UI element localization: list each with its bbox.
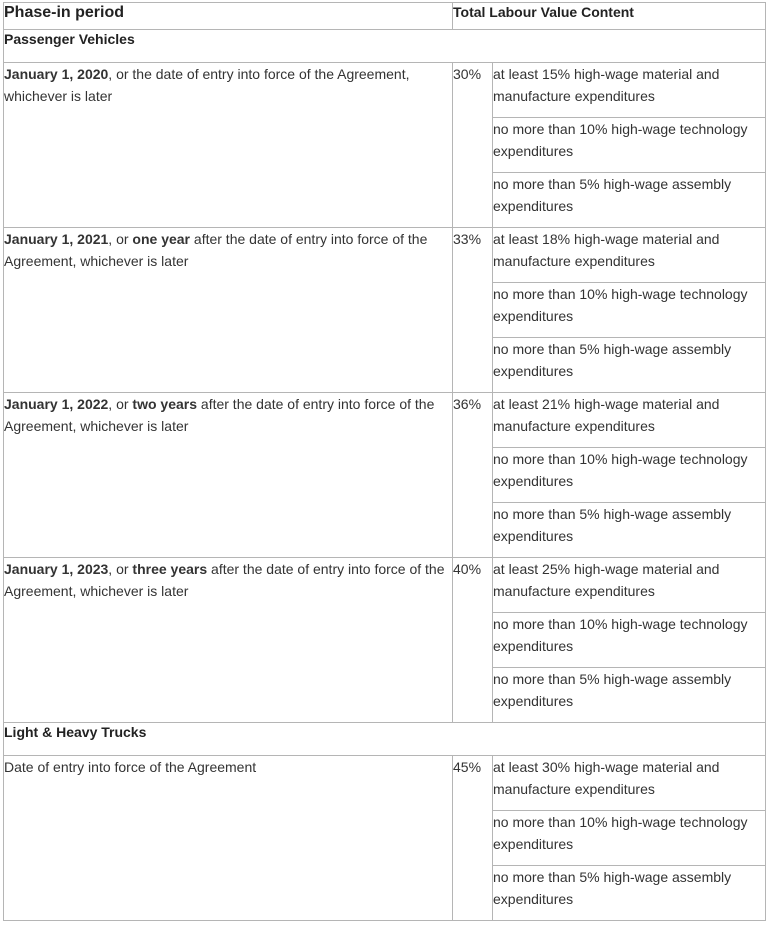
phase-term: two years [132,396,198,412]
total-lvc-percent: 40% [453,558,493,723]
requirement-cell: no more than 10% high-wage technology expenditures [493,613,766,668]
phase-text: , or the date of entry into force of the Agreement, whichever is later [4,66,410,104]
phase-term: three years [132,561,208,577]
phase-in-period-cell: Date of entry into force of the Agreement [4,756,453,921]
requirement-cell: at least 25% high-wage material and manufacture expenditures [493,558,766,613]
requirement-cell: no more than 10% high-wage technology expenditures [493,811,766,866]
requirement-cell: no more than 10% high-wage technology expenditures [493,118,766,173]
section-title-light-heavy-trucks: Light & Heavy Trucks [4,723,766,756]
phase-text: , or [108,396,133,412]
requirement-cell: no more than 5% high-wage assembly expenditures [493,338,766,393]
requirement-cell: no more than 5% high-wage assembly expenditures [493,173,766,228]
phase-date: January 1, 2023 [4,561,109,577]
phase-in-period-cell [4,393,453,558]
requirement-cell: no more than 10% high-wage technology expenditures [493,448,766,503]
phase-text: , or [108,561,133,577]
phase-text-tail: after the date of entry into force of the Agreement, whichever is later [4,396,435,434]
phase-date: January 1, 2022 [4,396,109,412]
section-title-passenger-vehicles: Passenger Vehicles [4,30,766,63]
table-row [4,393,766,448]
phase-date: January 1, 2020 [4,66,109,82]
total-lvc-percent: 33% [453,228,493,393]
total-lvc-percent: 30% [453,63,493,228]
phase-text-tail: after the date of entry into force of the Agreement, whichever is later [4,231,428,269]
phase-date: January 1, 2021 [4,231,109,247]
requirement-cell: no more than 5% high-wage assembly expenditures [493,866,766,921]
header-row [4,3,766,30]
section-row-passenger [4,30,766,63]
requirement-cell: at least 30% high-wage material and manufacture expenditures [493,756,766,811]
requirement-cell: at least 15% high-wage material and manufacture expenditures [493,63,766,118]
phase-term: one year [132,231,191,247]
header-phase-in-period: Phase-in period [4,3,453,30]
table-row [4,228,766,283]
requirement-cell: no more than 10% high-wage technology expenditures [493,283,766,338]
phase-text-tail: after the date of entry into force of the Agreement, whichever is later [4,561,445,599]
phase-in-period-cell [4,558,453,723]
phase-in-period-cell [4,63,453,228]
labour-value-content-table [3,2,766,921]
section-row-trucks [4,723,766,756]
requirement-cell: no more than 5% high-wage assembly expenditures [493,503,766,558]
header-total-lvc: Total Labour Value Content [453,3,766,30]
phase-text: , or [108,231,133,247]
table-row [4,756,766,811]
table-row [4,558,766,613]
table-row [4,63,766,118]
total-lvc-percent: 36% [453,393,493,558]
phase-in-period-cell [4,228,453,393]
requirement-cell: no more than 5% high-wage assembly expenditures [493,668,766,723]
requirement-cell: at least 21% high-wage material and manufacture expenditures [493,393,766,448]
requirement-cell: at least 18% high-wage material and manufacture expenditures [493,228,766,283]
total-lvc-percent: 45% [453,756,493,921]
